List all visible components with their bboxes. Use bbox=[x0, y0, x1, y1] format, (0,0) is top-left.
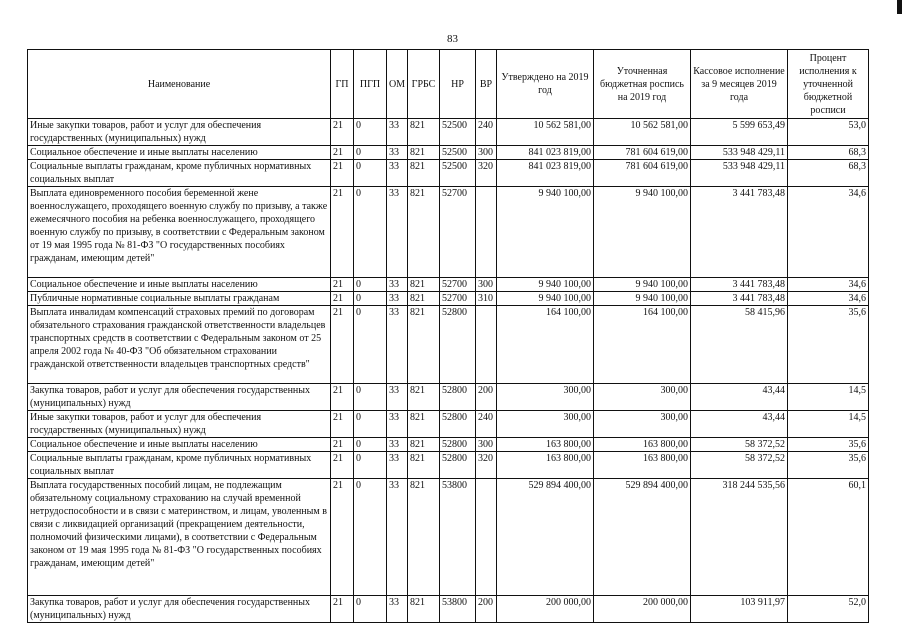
header-gp: ГП bbox=[331, 50, 354, 119]
cell-name: Публичные нормативные социальные выплаты гражданам bbox=[28, 292, 331, 306]
cell-pgp: 0 bbox=[354, 160, 387, 187]
header-pgp: ПГП bbox=[354, 50, 387, 119]
cell-pgp: 0 bbox=[354, 146, 387, 160]
table-row bbox=[28, 479, 869, 596]
cell-vr: 320 bbox=[476, 452, 497, 479]
cell-pgp: 0 bbox=[354, 292, 387, 306]
cell-vr: 300 bbox=[476, 278, 497, 292]
cell-cash: 318 244 535,56 bbox=[691, 479, 788, 596]
cell-grbs: 821 bbox=[408, 596, 440, 623]
table-row bbox=[28, 596, 869, 623]
page-number: 83 bbox=[447, 33, 458, 45]
cell-pgp: 0 bbox=[354, 119, 387, 146]
cell-cash: 533 948 429,11 bbox=[691, 160, 788, 187]
cell-name: Закупка товаров, работ и услуг для обеспечения государственных (муниципальных) нужд bbox=[28, 596, 331, 623]
cell-np: 52700 bbox=[440, 278, 476, 292]
cell-percent: 35,6 bbox=[788, 438, 869, 452]
cell-percent: 35,6 bbox=[788, 306, 869, 384]
cell-gp: 21 bbox=[331, 160, 354, 187]
cell-refined: 9 940 100,00 bbox=[594, 292, 691, 306]
table-row bbox=[28, 452, 869, 479]
cell-approved: 163 800,00 bbox=[497, 452, 594, 479]
cell-percent: 68,3 bbox=[788, 146, 869, 160]
cell-percent: 14,5 bbox=[788, 411, 869, 438]
cell-cash: 103 911,97 bbox=[691, 596, 788, 623]
cell-percent: 52,0 bbox=[788, 596, 869, 623]
cell-om: 33 bbox=[387, 146, 408, 160]
cell-grbs: 821 bbox=[408, 438, 440, 452]
cell-refined: 200 000,00 bbox=[594, 596, 691, 623]
cell-percent: 53,0 bbox=[788, 119, 869, 146]
header-refined: Уточненная бюджетная роспись на 2019 год bbox=[594, 50, 691, 119]
cell-vr: 240 bbox=[476, 119, 497, 146]
cell-cash: 43,44 bbox=[691, 411, 788, 438]
table-row bbox=[28, 306, 869, 384]
cell-refined: 9 940 100,00 bbox=[594, 278, 691, 292]
cell-name: Социальное обеспечение и иные выплаты населению bbox=[28, 438, 331, 452]
cell-vr: 310 bbox=[476, 292, 497, 306]
cell-gp: 21 bbox=[331, 187, 354, 278]
cell-vr: 300 bbox=[476, 146, 497, 160]
cell-vr: 320 bbox=[476, 160, 497, 187]
cell-percent: 34,6 bbox=[788, 278, 869, 292]
cell-grbs: 821 bbox=[408, 452, 440, 479]
cell-grbs: 821 bbox=[408, 479, 440, 596]
table-row bbox=[28, 119, 869, 146]
cell-pgp: 0 bbox=[354, 452, 387, 479]
cell-np: 52500 bbox=[440, 146, 476, 160]
cell-gp: 21 bbox=[331, 411, 354, 438]
cell-pgp: 0 bbox=[354, 384, 387, 411]
cell-approved: 9 940 100,00 bbox=[497, 187, 594, 278]
scan-edge-mark bbox=[897, 0, 902, 14]
cell-np: 52700 bbox=[440, 292, 476, 306]
cell-om: 33 bbox=[387, 596, 408, 623]
cell-refined: 781 604 619,00 bbox=[594, 146, 691, 160]
cell-approved: 529 894 400,00 bbox=[497, 479, 594, 596]
cell-refined: 163 800,00 bbox=[594, 452, 691, 479]
cell-grbs: 821 bbox=[408, 306, 440, 384]
cell-pgp: 0 bbox=[354, 596, 387, 623]
cell-gp: 21 bbox=[331, 479, 354, 596]
cell-cash: 58 372,52 bbox=[691, 438, 788, 452]
cell-approved: 200 000,00 bbox=[497, 596, 594, 623]
cell-vr: 200 bbox=[476, 596, 497, 623]
table-row bbox=[28, 187, 869, 278]
cell-gp: 21 bbox=[331, 292, 354, 306]
cell-pgp: 0 bbox=[354, 438, 387, 452]
cell-grbs: 821 bbox=[408, 411, 440, 438]
cell-gp: 21 bbox=[331, 146, 354, 160]
cell-percent: 68,3 bbox=[788, 160, 869, 187]
cell-grbs: 821 bbox=[408, 292, 440, 306]
cell-om: 33 bbox=[387, 292, 408, 306]
cell-grbs: 821 bbox=[408, 160, 440, 187]
cell-cash: 3 441 783,48 bbox=[691, 187, 788, 278]
cell-approved: 9 940 100,00 bbox=[497, 292, 594, 306]
cell-name: Социальные выплаты гражданам, кроме публичных нормативных социальных выплат bbox=[28, 160, 331, 187]
cell-om: 33 bbox=[387, 438, 408, 452]
cell-gp: 21 bbox=[331, 452, 354, 479]
budget-table bbox=[27, 49, 869, 623]
cell-pgp: 0 bbox=[354, 306, 387, 384]
table-header-row bbox=[28, 50, 869, 119]
cell-gp: 21 bbox=[331, 438, 354, 452]
cell-approved: 841 023 819,00 bbox=[497, 160, 594, 187]
cell-om: 33 bbox=[387, 160, 408, 187]
cell-refined: 163 800,00 bbox=[594, 438, 691, 452]
table-row bbox=[28, 292, 869, 306]
cell-approved: 841 023 819,00 bbox=[497, 146, 594, 160]
cell-percent: 35,6 bbox=[788, 452, 869, 479]
table-row bbox=[28, 411, 869, 438]
cell-vr: 200 bbox=[476, 384, 497, 411]
cell-name: Социальное обеспечение и иные выплаты населению bbox=[28, 146, 331, 160]
cell-percent: 34,6 bbox=[788, 292, 869, 306]
cell-name: Социальное обеспечение и иные выплаты населению bbox=[28, 278, 331, 292]
table-row bbox=[28, 278, 869, 292]
cell-percent: 60,1 bbox=[788, 479, 869, 596]
cell-vr: 300 bbox=[476, 438, 497, 452]
header-name: Наименование bbox=[28, 50, 331, 119]
cell-approved: 164 100,00 bbox=[497, 306, 594, 384]
cell-gp: 21 bbox=[331, 119, 354, 146]
header-vr: ВР bbox=[476, 50, 497, 119]
cell-grbs: 821 bbox=[408, 119, 440, 146]
cell-np: 52700 bbox=[440, 187, 476, 278]
cell-grbs: 821 bbox=[408, 146, 440, 160]
cell-grbs: 821 bbox=[408, 278, 440, 292]
cell-np: 52800 bbox=[440, 411, 476, 438]
cell-om: 33 bbox=[387, 411, 408, 438]
cell-percent: 34,6 bbox=[788, 187, 869, 278]
cell-np: 52500 bbox=[440, 119, 476, 146]
cell-np: 53800 bbox=[440, 596, 476, 623]
cell-np: 53800 bbox=[440, 479, 476, 596]
cell-np: 52800 bbox=[440, 384, 476, 411]
header-percent: Процент исполнения к уточненной бюджетной росписи bbox=[788, 50, 869, 119]
cell-name: Иные закупки товаров, работ и услуг для обеспечения государственных (муниципальных) нужд bbox=[28, 411, 331, 438]
cell-np: 52800 bbox=[440, 438, 476, 452]
table-row bbox=[28, 438, 869, 452]
cell-cash: 58 415,96 bbox=[691, 306, 788, 384]
cell-refined: 164 100,00 bbox=[594, 306, 691, 384]
cell-cash: 43,44 bbox=[691, 384, 788, 411]
cell-name: Закупка товаров, работ и услуг для обеспечения государственных (муниципальных) нужд bbox=[28, 384, 331, 411]
cell-name: Социальные выплаты гражданам, кроме публичных нормативных социальных выплат bbox=[28, 452, 331, 479]
cell-np: 52500 bbox=[440, 160, 476, 187]
cell-approved: 300,00 bbox=[497, 384, 594, 411]
cell-gp: 21 bbox=[331, 596, 354, 623]
cell-np: 52800 bbox=[440, 452, 476, 479]
table-body bbox=[28, 119, 869, 623]
cell-grbs: 821 bbox=[408, 384, 440, 411]
cell-approved: 300,00 bbox=[497, 411, 594, 438]
cell-refined: 529 894 400,00 bbox=[594, 479, 691, 596]
cell-cash: 58 372,52 bbox=[691, 452, 788, 479]
cell-cash: 533 948 429,11 bbox=[691, 146, 788, 160]
cell-om: 33 bbox=[387, 278, 408, 292]
cell-om: 33 bbox=[387, 452, 408, 479]
cell-name: Иные закупки товаров, работ и услуг для обеспечения государственных (муниципальных) нужд bbox=[28, 119, 331, 146]
cell-gp: 21 bbox=[331, 306, 354, 384]
cell-pgp: 0 bbox=[354, 411, 387, 438]
cell-refined: 9 940 100,00 bbox=[594, 187, 691, 278]
cell-om: 33 bbox=[387, 187, 408, 278]
table-row bbox=[28, 160, 869, 187]
header-om: ОМ bbox=[387, 50, 408, 119]
cell-om: 33 bbox=[387, 306, 408, 384]
cell-name: Выплата инвалидам компенсаций страховых премий по договорам обязательного страхования гражданской ответственности владельцев транспортных средств в соответствии с Федеральным законом от 25 апреля 2002 года № 40-ФЗ "Об обязательном страховании гражданской ответственности владельцев транспортных средств" bbox=[28, 306, 331, 384]
header-cash: Кассовое исполнение за 9 месяцев 2019 года bbox=[691, 50, 788, 119]
header-np: НР bbox=[440, 50, 476, 119]
cell-om: 33 bbox=[387, 119, 408, 146]
cell-gp: 21 bbox=[331, 278, 354, 292]
cell-approved: 10 562 581,00 bbox=[497, 119, 594, 146]
cell-name: Выплата государственных пособий лицам, не подлежащим обязательному социальному страхованию на случай временной нетрудоспособности и в связи с материнством, и лицам, уволенным в связи с ликвидацией организаций (прекращением деятельности, полномочий физическими лицами), в соответствии с Федеральным законом от 19 мая 1995 года № 81-ФЗ "О государственных пособиях гражданам, имеющим детей" bbox=[28, 479, 331, 596]
cell-gp: 21 bbox=[331, 384, 354, 411]
cell-vr: 240 bbox=[476, 411, 497, 438]
header-approved: Утверждено на 2019 год bbox=[497, 50, 594, 119]
cell-approved: 9 940 100,00 bbox=[497, 278, 594, 292]
cell-cash: 3 441 783,48 bbox=[691, 278, 788, 292]
cell-cash: 5 599 653,49 bbox=[691, 119, 788, 146]
cell-pgp: 0 bbox=[354, 278, 387, 292]
cell-approved: 163 800,00 bbox=[497, 438, 594, 452]
cell-grbs: 821 bbox=[408, 187, 440, 278]
table-row bbox=[28, 146, 869, 160]
cell-refined: 300,00 bbox=[594, 411, 691, 438]
cell-vr bbox=[476, 306, 497, 384]
header-grbs: ГРБС bbox=[408, 50, 440, 119]
cell-pgp: 0 bbox=[354, 479, 387, 596]
cell-cash: 3 441 783,48 bbox=[691, 292, 788, 306]
cell-refined: 781 604 619,00 bbox=[594, 160, 691, 187]
cell-om: 33 bbox=[387, 384, 408, 411]
cell-np: 52800 bbox=[440, 306, 476, 384]
cell-vr bbox=[476, 479, 497, 596]
cell-refined: 10 562 581,00 bbox=[594, 119, 691, 146]
cell-om: 33 bbox=[387, 479, 408, 596]
cell-refined: 300,00 bbox=[594, 384, 691, 411]
cell-pgp: 0 bbox=[354, 187, 387, 278]
cell-name: Выплата единовременного пособия беременной жене военнослужащего, проходящего военную службу по призыву, а также ежемесячного пособия на ребенка военнослужащего, проходящего военную службу по призыву, в соответствии с Федеральным законом от 19 мая 1995 года № 81-ФЗ "О государственных пособиях гражданам, имеющим детей" bbox=[28, 187, 331, 278]
cell-percent: 14,5 bbox=[788, 384, 869, 411]
table-row bbox=[28, 384, 869, 411]
cell-vr bbox=[476, 187, 497, 278]
